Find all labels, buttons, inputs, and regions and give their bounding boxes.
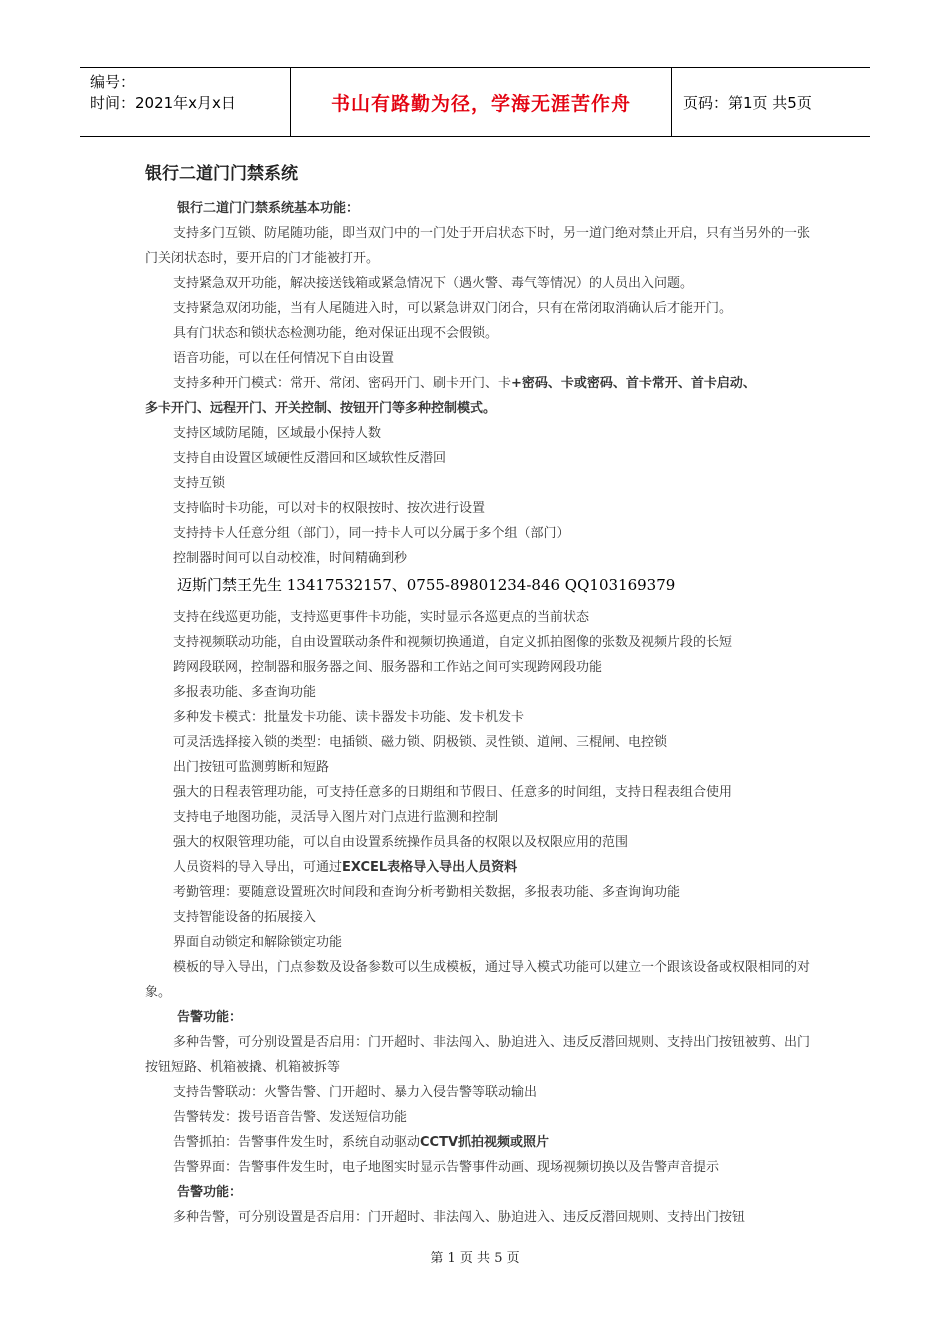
number-label: 编号： — [90, 73, 136, 91]
paragraph: 支持区域防尾随，区域最小保持人数 — [173, 426, 382, 441]
paragraph: 具有门状态和锁状态检测功能，绝对保证出现不会假锁。 — [173, 326, 499, 341]
paragraph: 强大的日程表管理功能，可支持任意多的日期组和节假日、任意多的时间组，支持日程表组合使用 — [173, 785, 733, 800]
paragraph: 支持临时卡功能，可以对卡的权限按时、按次进行设置 — [173, 501, 486, 516]
paragraph: 支持智能设备的拓展接入 — [173, 910, 317, 925]
paragraph: 告警界面：告警事件发生时，电子地图实时显示告警事件动画、现场视频切换以及告警声音提示 — [173, 1160, 720, 1175]
paragraph: 支持持卡人任意分组（部门），同一持卡人可以分属于多个组（部门） — [173, 526, 570, 541]
date-label: 时间：2021年x月x日 — [90, 94, 236, 112]
paragraph-capture — [145, 1130, 813, 1155]
paragraph: 界面自动锁定和解除锁定功能 — [173, 935, 343, 950]
paragraph: 支持自由设置区域硬性反潜回和区域软性反潜回 — [173, 451, 447, 466]
section-heading-basic: 银行二道门门禁系统基本功能： — [177, 201, 360, 216]
open-modes-text: 支持多种开门模式：常开、常闭、密码开门、刷卡开门、卡 — [173, 376, 512, 391]
paragraph: 控制器时间可以自动校准，时间精确到秒 — [173, 551, 408, 566]
open-modes-bold: +密码、卡或密码、首卡常开、首卡启动、 — [511, 376, 756, 391]
paragraph: 支持紧急双闭功能，当有人尾随进入时，可以紧急讲双门闭合，只有在常闭取消确认后才能开门。 — [173, 301, 733, 316]
capture-text: 告警抓拍：告警事件发生时，系统自动驱动 — [173, 1135, 421, 1150]
paragraph: 支持紧急双开功能，解决接送钱箱或紧急情况下（遇火警、毒气等情况）的人员出入问题。 — [173, 276, 694, 291]
paragraph: 多报表功能、多查询功能 — [173, 685, 317, 700]
paragraph: 可灵活选择接入锁的类型：电插锁、磁力锁、阴极锁、灵性锁、道闸、三棍闸、电控锁 — [173, 735, 668, 750]
paragraph-import — [145, 855, 813, 880]
document-title: 银行二道门门禁系统 — [145, 164, 298, 184]
document-body — [145, 196, 813, 1230]
paragraph: 支持电子地图功能，灵活导入图片对门点进行监测和控制 — [173, 810, 499, 825]
paragraph: 跨网段联网，控制器和服务器之间、服务器和工作站之间可实现跨网段功能 — [173, 660, 603, 675]
paragraph: 支持告警联动：火警告警、门开超时、暴力入侵告警等联动输出 — [173, 1085, 538, 1100]
capture-bold: CCTV抓拍视频或照片 — [420, 1135, 550, 1150]
page-header — [80, 67, 870, 137]
paragraph: 语音功能，可以在任何情况下自由设置 — [173, 351, 395, 366]
header-motto: 书山有路勤为径，学海无涯苦作舟 — [291, 68, 672, 136]
import-text: 人员资料的导入导出，可通过 — [173, 860, 343, 875]
paragraph-open-modes — [145, 371, 813, 396]
paragraph: 模板的导入导出，门点参数及设备参数可以生成模板，通过导入模式功能可以建立一个跟该设备或权限相同的对象。 — [145, 960, 811, 1000]
import-bold: EXCEL表格导入导出人员资料 — [342, 860, 518, 875]
paragraph: 多种告警，可分别设置是否启用：门开超时、非法闯入、胁迫进入、违反反潜回规则、支持出门按钮 — [173, 1210, 746, 1225]
paragraph: 考勤管理：要随意设置班次时间段和查询分析考勤相关数据，多报表功能、多查询询功能 — [173, 885, 681, 900]
section-heading-alarm-2: 告警功能： — [177, 1185, 243, 1200]
paragraph: 告警转发：拨号语音告警、发送短信功能 — [173, 1110, 408, 1125]
paragraph: 支持互锁 — [173, 476, 226, 491]
paragraph: 强大的权限管理功能，可以自由设置系统操作员具备的权限以及权限应用的范围 — [173, 835, 629, 850]
header-meta — [80, 68, 291, 136]
contact-line: 迈斯门禁王先生 13417532157、0755-89801234-846 QQ103169379 — [177, 576, 676, 594]
paragraph: 多种告警，可分别设置是否启用：门开超时、非法闯入、胁迫进入、违反反潜回规则、支持出门按钮被剪、出门按钮短路、机箱被撬、机箱被拆等 — [145, 1035, 811, 1075]
paragraph: 支持在线巡更功能，支持巡更事件卡功能，实时显示各巡更点的当前状态 — [173, 610, 590, 625]
paragraph: 多种发卡模式：批量发卡功能、读卡器发卡功能、发卡机发卡 — [173, 710, 525, 725]
header-page-info: 页码：第1页 共5页 — [683, 93, 812, 112]
paragraph-open-modes-cont: 多卡开门、远程开门、开关控制、按钮开门等多种控制模式。 — [145, 401, 497, 416]
page-footer: 第 1 页 共 5 页 — [430, 1251, 520, 1266]
paragraph: 出门按钮可监测剪断和短路 — [173, 760, 330, 775]
paragraph: 支持多门互锁、防尾随功能，即当双门中的一门处于开启状态下时，另一道门绝对禁止开启，只有当另外的一张门关闭状态时，要开启的门才能被打开。 — [145, 226, 811, 266]
paragraph: 支持视频联动功能，自由设置联动条件和视频切换通道，自定义抓拍图像的张数及视频片段的长短 — [173, 635, 733, 650]
section-heading-alarm: 告警功能： — [177, 1010, 243, 1025]
